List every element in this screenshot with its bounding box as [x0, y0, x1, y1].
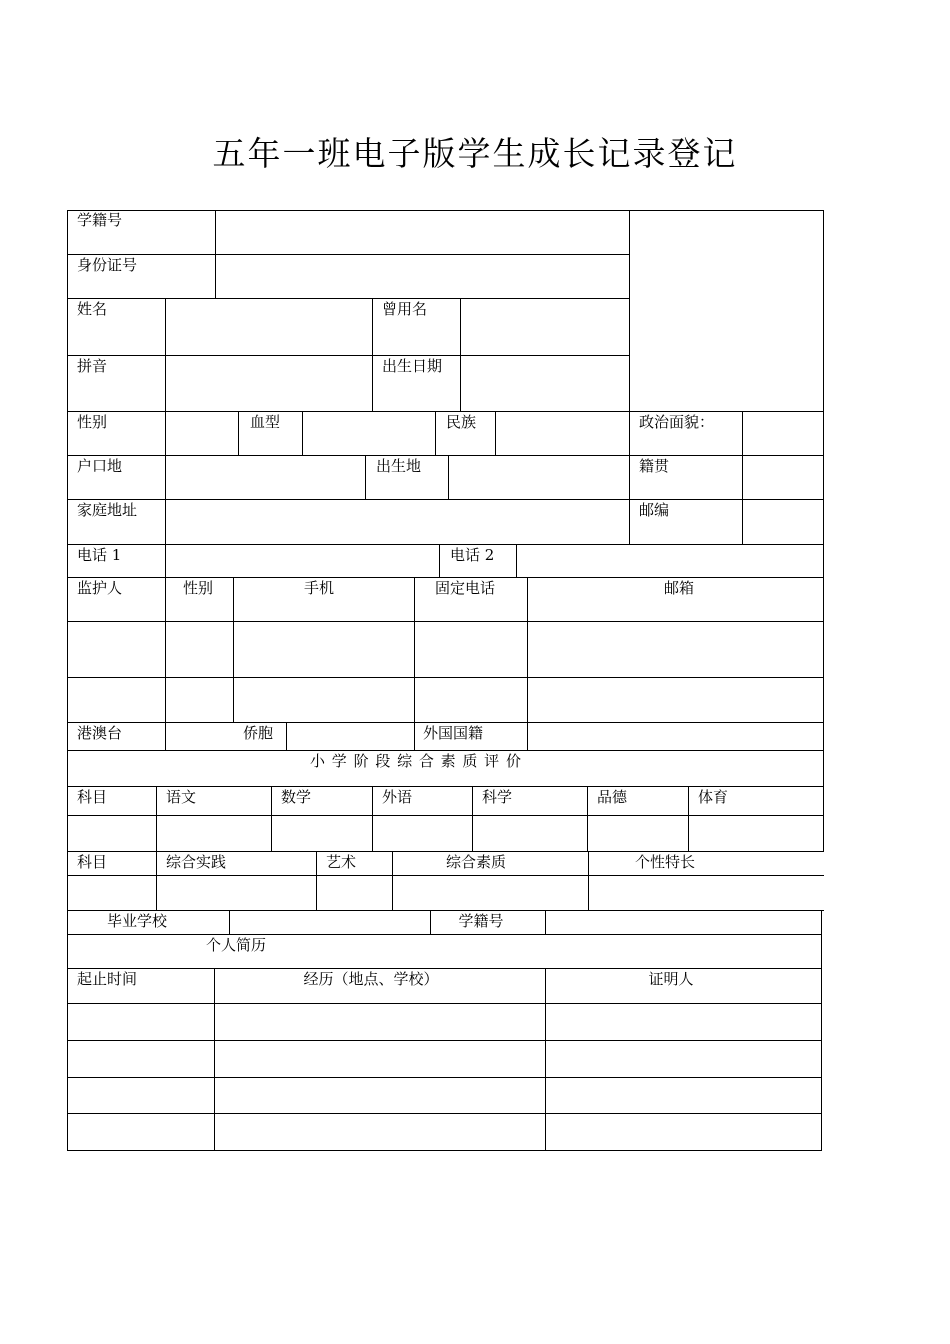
rule [430, 910, 431, 934]
rule [67, 851, 824, 852]
political-status-field[interactable] [743, 412, 823, 455]
eval-subject: 语文 [166, 788, 197, 806]
label-overseas-chinese: 侨胞 [243, 724, 274, 742]
blood-type-field[interactable] [303, 412, 435, 455]
resume-header: 证明人 [648, 970, 694, 988]
label-home-address: 家庭地址 [77, 501, 138, 519]
label-phone1: 电话 1 [77, 546, 122, 564]
rule [67, 934, 822, 935]
label-graduation-school: 毕业学校 [106, 912, 168, 930]
rule [372, 298, 373, 411]
guardian-header: 固定电话 [434, 579, 496, 597]
label-graduation-student-no: 学籍号 [458, 912, 504, 930]
resume-rows[interactable] [68, 1004, 821, 1150]
eval-subject: 外语 [382, 788, 413, 806]
label-postcode: 邮编 [639, 501, 670, 519]
label-birthplace: 出生地 [376, 457, 422, 475]
graduation-school-field[interactable] [230, 911, 430, 934]
label-pinyin: 拼音 [77, 357, 108, 375]
rule [435, 411, 436, 455]
label-phone2: 电话 2 [450, 546, 495, 564]
page-title: 五年一班电子版学生成长记录登记 [212, 134, 738, 173]
resume-header: 起止时间 [77, 970, 138, 988]
eval-row2-scores[interactable] [68, 876, 823, 910]
postcode-field[interactable] [743, 500, 823, 544]
rule [238, 411, 239, 455]
hmt-field[interactable] [166, 723, 233, 750]
hukou-field[interactable] [166, 456, 365, 499]
birth-date-field[interactable] [461, 356, 629, 411]
eval-row1-scores[interactable] [68, 816, 823, 851]
home-address-field[interactable] [166, 500, 629, 544]
evaluation-heading: 小 学 阶 段 综 合 素 质 评 价 [310, 752, 522, 770]
photo-box[interactable] [630, 211, 823, 411]
eval-subject: 数学 [281, 788, 312, 806]
rule [823, 210, 824, 852]
native-place-field[interactable] [743, 456, 823, 499]
label-hukou: 户口地 [77, 457, 123, 475]
rule [67, 786, 824, 787]
label-id-no: 身份证号 [77, 256, 138, 274]
label-name: 姓名 [77, 300, 108, 318]
rule [67, 750, 824, 751]
resume-heading: 个人简历 [206, 936, 267, 954]
label-former-name: 曾用名 [382, 300, 428, 318]
resume-header: 经历（地点、学校） [303, 970, 439, 988]
rule [439, 544, 440, 577]
guardian-header: 监护人 [77, 579, 123, 597]
phone2-field[interactable] [517, 545, 823, 577]
guardian-rows[interactable] [68, 622, 823, 722]
name-field[interactable] [166, 299, 372, 355]
eval-subject-header: 科目 [77, 788, 108, 806]
eval-subject: 综合实践 [166, 853, 227, 871]
eval-subject: 综合素质 [445, 853, 507, 871]
label-birth-date: 出生日期 [382, 357, 443, 375]
eval-subject: 品德 [597, 788, 628, 806]
ethnicity-field[interactable] [496, 412, 629, 455]
guardian-header: 邮箱 [663, 579, 695, 597]
former-name-field[interactable] [461, 299, 629, 355]
overseas-chinese-field[interactable] [287, 723, 414, 750]
eval-subject: 艺术 [326, 853, 357, 871]
eval-subject: 科学 [482, 788, 513, 806]
eval-subject: 个性特长 [634, 853, 696, 871]
eval-subject-header: 科目 [77, 853, 108, 871]
gender-field[interactable] [166, 412, 238, 455]
rule [67, 968, 822, 969]
label-student-no: 学籍号 [77, 211, 123, 229]
label-hmt: 港澳台 [77, 724, 123, 742]
guardian-header: 手机 [303, 579, 335, 597]
eval-subject: 体育 [698, 788, 729, 806]
label-ethnicity: 民族 [446, 413, 477, 431]
graduation-student-no-field[interactable] [546, 911, 821, 934]
student-no-field[interactable] [216, 211, 629, 254]
guardian-header: 性别 [183, 579, 214, 597]
foreign-field[interactable] [528, 723, 823, 750]
birthplace-field[interactable] [449, 456, 629, 499]
id-no-field[interactable] [216, 255, 629, 298]
label-gender: 性别 [77, 413, 108, 431]
label-native-place: 籍贯 [639, 457, 670, 475]
rule [365, 455, 366, 499]
label-political-status: 政治面貌： [639, 413, 715, 431]
label-blood-type: 血型 [250, 413, 281, 431]
pinyin-field[interactable] [166, 356, 372, 411]
label-foreign: 外国国籍 [423, 724, 484, 742]
rule [67, 1150, 822, 1151]
phone1-field[interactable] [166, 545, 439, 577]
rule [67, 577, 824, 578]
rule [821, 910, 822, 1151]
